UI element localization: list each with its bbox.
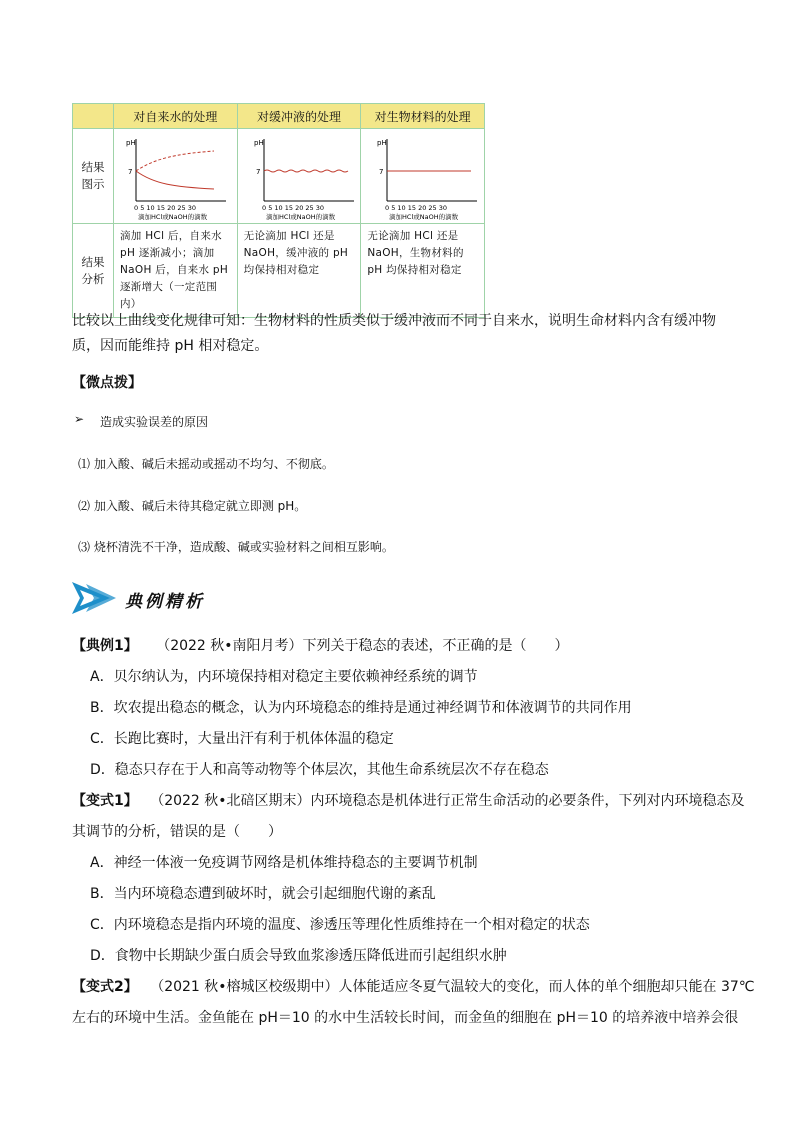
y-axis-label: pH bbox=[377, 139, 388, 147]
question-stem: （2022 秋•南阳月考）下列关于稳态的表述，不正确的是（ ） bbox=[156, 638, 569, 654]
x-ticks: 0 5 10 15 20 25 30 bbox=[261, 204, 324, 212]
table-header: 对缓冲液的处理 bbox=[237, 104, 361, 129]
question-variant-1 bbox=[72, 790, 745, 810]
option: D．食物中长期缺少蛋白质会导致血浆渗透压降低进而引起组织水肿 bbox=[90, 948, 507, 964]
analysis-cell: 无论滴加 HCl 还是 NaOH，缓冲液的 pH 均保持相对稳定 bbox=[237, 224, 361, 318]
row-label-result-chart bbox=[73, 129, 114, 224]
question-tag: 【典例1】 bbox=[72, 638, 138, 654]
tip-item: ⑴ 加入酸、碱后未摇动或摇动不均匀、不彻底。 bbox=[78, 457, 334, 471]
ph-chart bbox=[114, 129, 238, 223]
section-arrow-icon bbox=[70, 578, 118, 618]
row-label-line: 结果 bbox=[81, 160, 105, 174]
chart-buffer bbox=[237, 129, 361, 224]
question-variant-2 bbox=[72, 976, 755, 996]
tip-title: 造成实验误差的原因 bbox=[100, 415, 209, 429]
curve-stable bbox=[264, 170, 348, 172]
row-label-analysis bbox=[73, 224, 114, 318]
row-label-line: 分析 bbox=[81, 271, 105, 286]
bullet-icon: ➢ bbox=[74, 412, 85, 426]
option: A．神经一体液一免疫调节网络是机体维持稳态的主要调节机制 bbox=[90, 855, 478, 871]
y-axis-label: pH bbox=[253, 139, 264, 147]
question-stem-cont: 左右的环境中生活。金鱼能在 pH＝10 的水中生活较长时间，而金鱼的细胞在 pH＝10 的培养液中培养会很 bbox=[72, 1010, 739, 1026]
section-title: 典例精析 bbox=[125, 592, 205, 612]
y-tick-7: 7 bbox=[255, 168, 261, 176]
tip-item: ⑶ 烧杯清洗不干净，造成酸、碱或实验材料之间相互影响。 bbox=[78, 540, 394, 554]
question-stem: （2022 秋•北碚区期末）内环境稳态是机体进行正常生命活动的必要条件，下列对内环境稳态及 bbox=[150, 793, 745, 809]
question-example-1 bbox=[72, 635, 569, 655]
option: B．当内环境稳态遭到破坏时，就会引起细胞代谢的紊乱 bbox=[90, 886, 436, 902]
y-tick-7: 7 bbox=[128, 168, 133, 176]
x-ticks: 0 5 10 15 20 25 30 bbox=[385, 204, 448, 212]
table-corner bbox=[73, 104, 114, 129]
tip-item: ⑵ 加入酸、碱后未待其稳定就立即测 pH。 bbox=[78, 499, 307, 513]
summary-line: 比较以上曲线变化规律可知：生物材料的性质类似于缓冲液而不同于自来水，说明生命材料内含有缓冲物 bbox=[72, 313, 716, 329]
option: A．贝尔纳认为，内环境保持相对稳定主要依赖神经系统的调节 bbox=[90, 669, 478, 685]
x-axis-label: 滴加HCl或NaOH的滴数 bbox=[389, 213, 459, 221]
ph-chart bbox=[238, 129, 362, 223]
summary-line: 质，因而能维持 pH 相对稳定。 bbox=[72, 338, 269, 354]
table-header: 对生物材料的处理 bbox=[361, 104, 485, 129]
tip-heading: 【微点拨】 bbox=[72, 375, 142, 391]
chart-bio-material bbox=[361, 129, 485, 224]
x-axis-label: 滴加HCl或NaOH的滴数 bbox=[265, 213, 335, 221]
question-stem-cont: 其调节的分析，错误的是（ ） bbox=[72, 824, 282, 840]
x-axis-label: 滴加HCl或NaOH的滴数 bbox=[138, 213, 208, 221]
question-stem: （2021 秋•榕城区校级期中）人体能适应冬夏气温较大的变化，而人体的单个细胞却只能在 37℃ bbox=[150, 979, 755, 995]
table-header: 对自来水的处理 bbox=[114, 104, 238, 129]
curve-hcl bbox=[136, 171, 214, 189]
summary-paragraph bbox=[72, 309, 772, 359]
option: C．长跑比赛时，大量出汗有利于机体体温的稳定 bbox=[90, 731, 394, 747]
row-label-line: 结果 bbox=[81, 254, 105, 269]
option: D．稳态只存在于人和高等动物等个体层次，其他生命系统层次不存在稳态 bbox=[90, 762, 549, 778]
chart-tap-water bbox=[114, 129, 238, 224]
question-tag: 【变式2】 bbox=[72, 979, 138, 995]
row-label-line: 图示 bbox=[81, 177, 105, 191]
analysis-cell: 无论滴加 HCl 还是 NaOH，生物材料的 pH 均保持相对稳定 bbox=[361, 224, 485, 318]
question-tag: 【变式1】 bbox=[72, 793, 138, 809]
option: B．坎农提出稳态的概念，认为内环境稳态的维持是通过神经调节和体液调节的共同作用 bbox=[90, 700, 632, 716]
option: C．内环境稳态是指内环境的温度、渗透压等理化性质维持在一个相对稳定的状态 bbox=[90, 917, 590, 933]
comparison-table bbox=[72, 103, 485, 318]
ph-chart bbox=[361, 129, 485, 223]
analysis-cell: 滴加 HCl 后，自来水 pH 逐渐减小；滴加 NaOH 后，自来水 pH 逐渐增大（一定范围内） bbox=[114, 224, 238, 318]
curve-naoh bbox=[136, 151, 214, 171]
y-axis-label: pH bbox=[126, 139, 136, 147]
x-ticks: 0 5 10 15 20 25 30 bbox=[134, 204, 197, 212]
y-tick-7: 7 bbox=[379, 168, 384, 176]
